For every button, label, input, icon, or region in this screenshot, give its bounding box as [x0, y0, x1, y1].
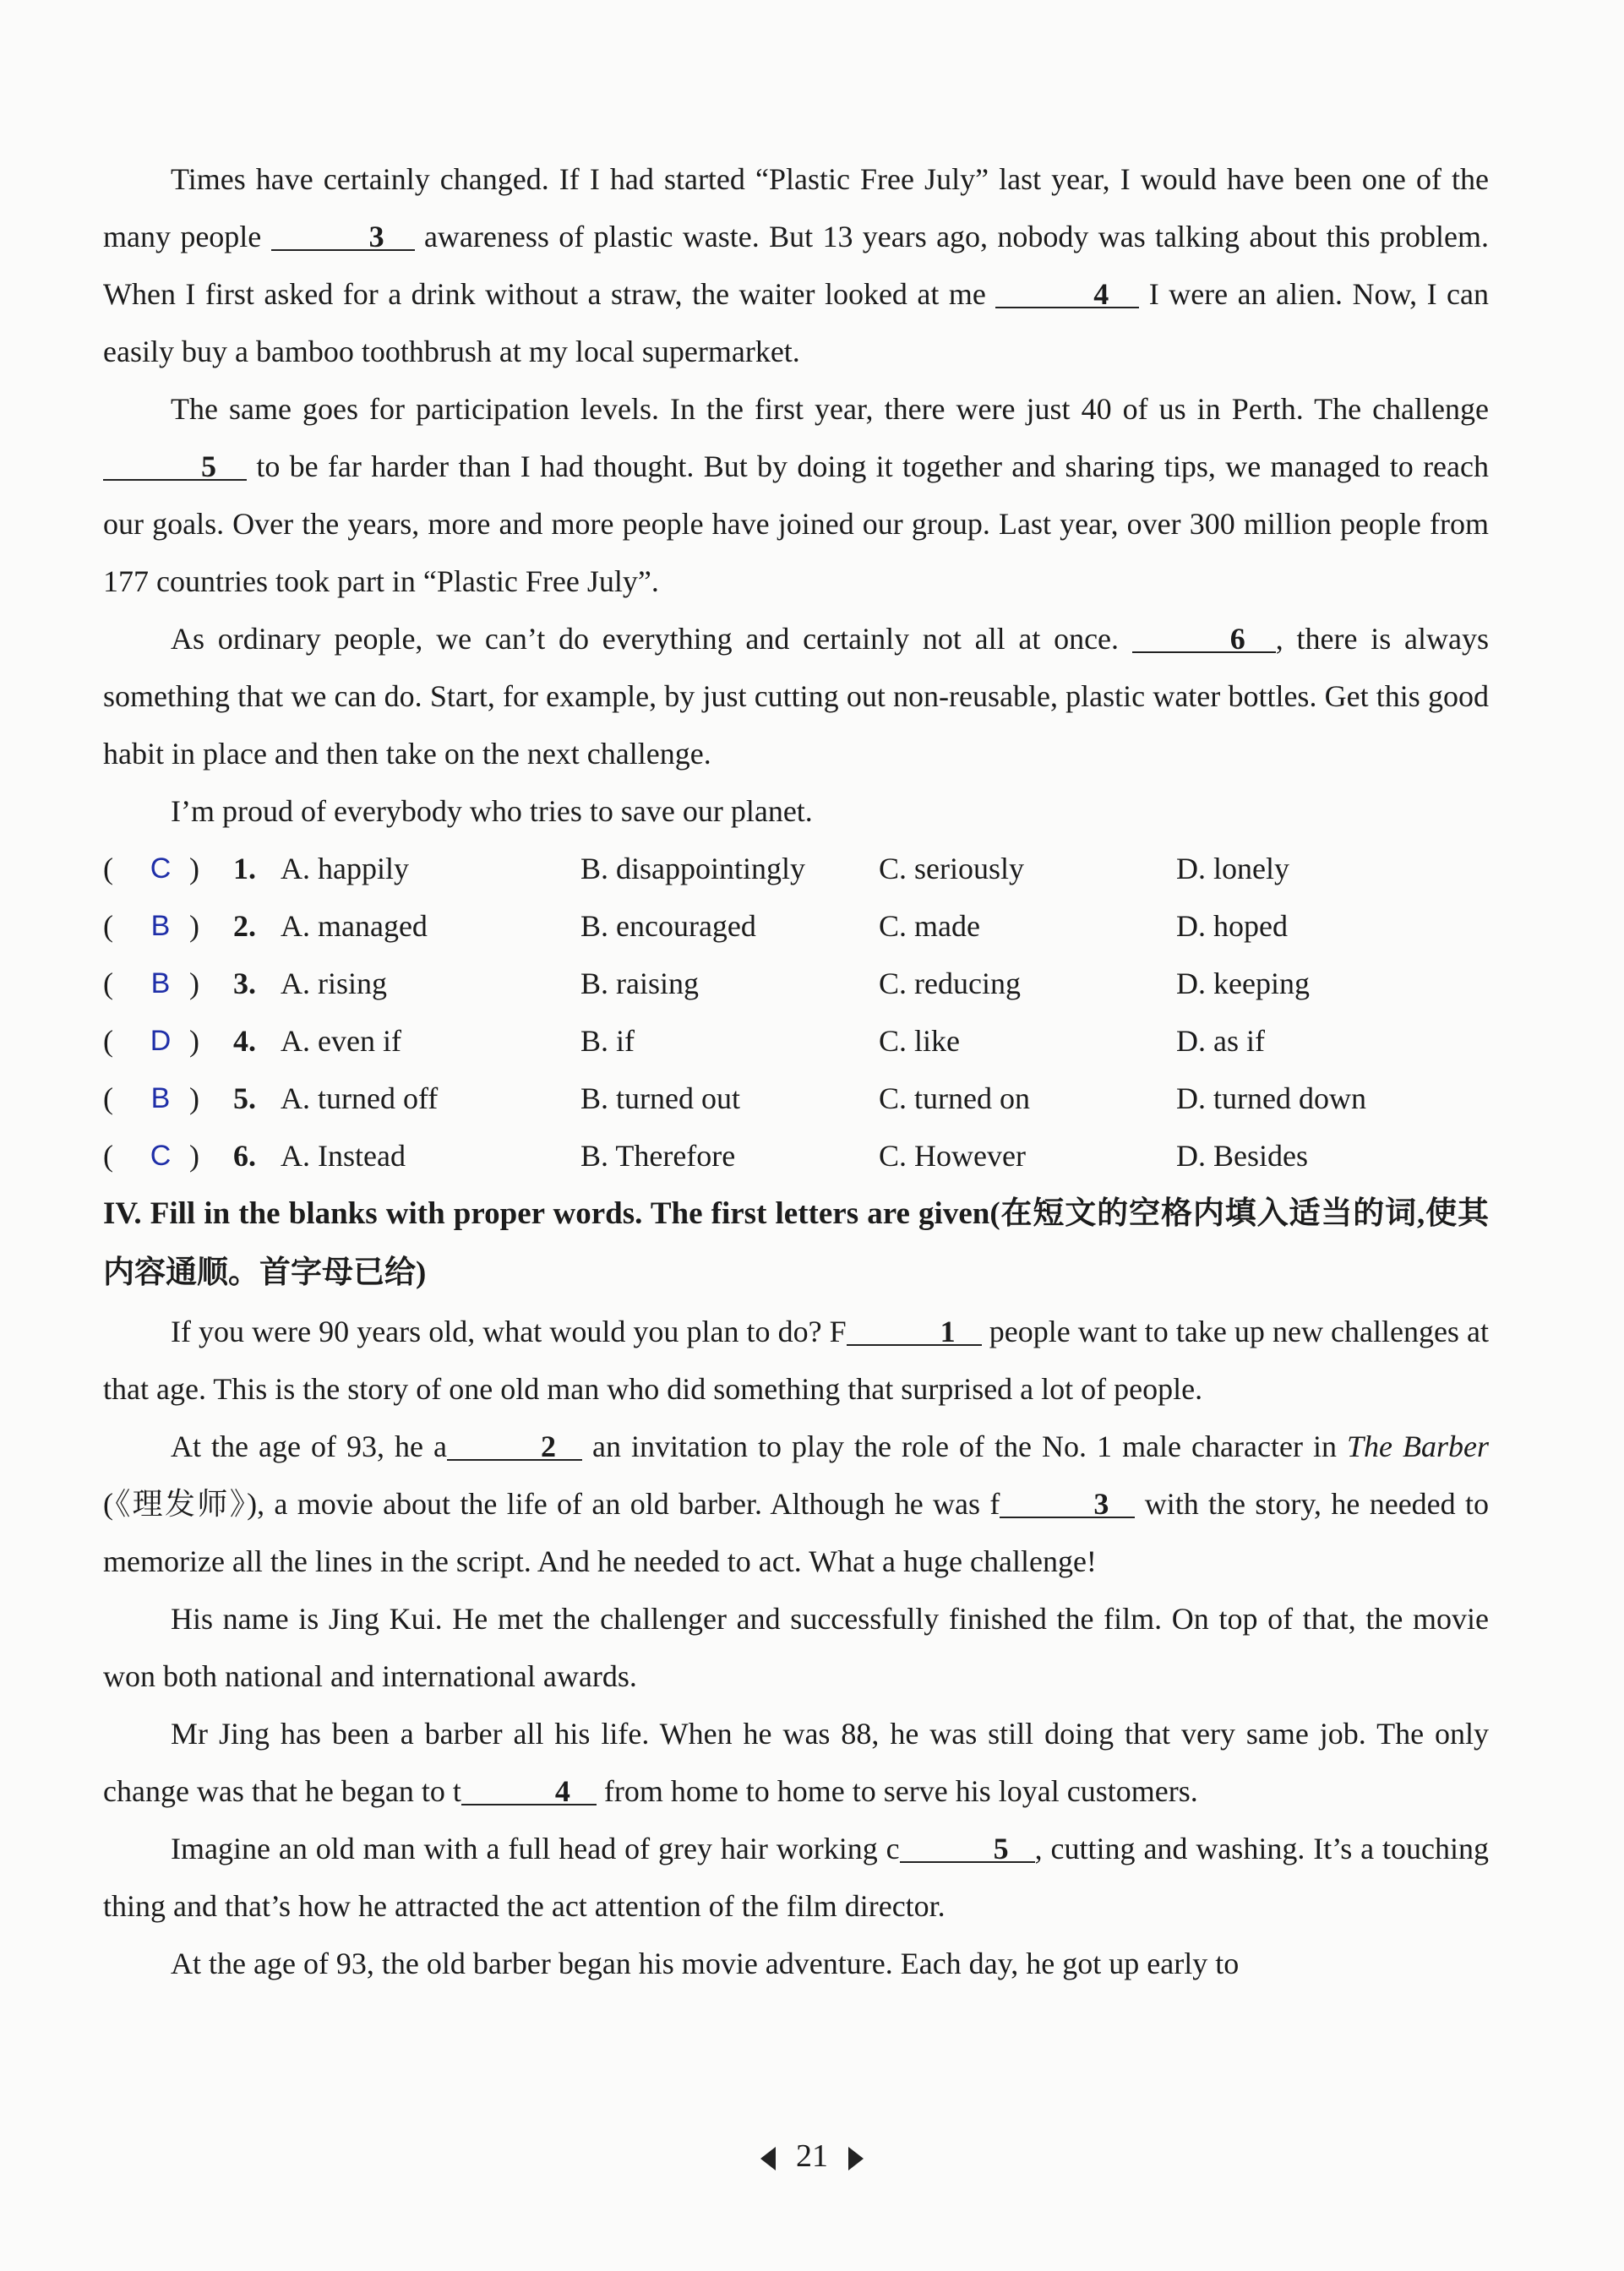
paren-open: ( — [103, 1081, 113, 1115]
text: (《理发师》) — [103, 1487, 258, 1521]
option-a: A. even if — [281, 1024, 401, 1058]
option-b: B. encouraged — [580, 909, 756, 943]
passage1-paragraph-1 — [103, 150, 1489, 380]
question-row — [103, 1070, 1489, 1127]
text: , cutting and washing. It’s a touching thing and that’s how he attracted the act attention of the film director. — [103, 1832, 1490, 1923]
paren-close: ) — [189, 909, 199, 943]
paren-open: ( — [103, 1139, 113, 1173]
option-c: C. made — [879, 909, 980, 943]
question-row — [103, 1012, 1489, 1070]
blank-3: 3 — [1000, 1491, 1135, 1518]
text: Imagine an old man with a full head of grey hair working c — [171, 1832, 900, 1865]
paren-close: ) — [189, 852, 199, 885]
question-number: 4. — [233, 1024, 256, 1058]
page-number: 21 — [796, 2138, 828, 2174]
text: , there is always something that we can do. Start, for example, by just cutting out non-reusable, plastic water bottles. Get this good habit in place and then take on the next challenge. — [103, 622, 1489, 771]
page-footer — [0, 2138, 1624, 2175]
question-options — [103, 840, 1489, 1185]
passage1-paragraph-3 — [103, 610, 1489, 782]
paren-open: ( — [103, 909, 113, 943]
section-heading-cn: (在短文的空格内填入适当的词,使其内容通顺。首字母已给) — [103, 1196, 1489, 1290]
text: an invitation to play the role of the No. 1 male character in — [582, 1430, 1347, 1463]
paren-close: ) — [189, 967, 199, 1000]
question-row — [103, 897, 1489, 955]
passage2-paragraph-3: His name is Jing Kui. He met the challenger and successfully finished the film. On top of that, the movie won both national and international awards. — [103, 1602, 1489, 1693]
handwritten-answer: C — [150, 1140, 172, 1172]
section-heading-en: IV. Fill in the blanks with proper words. The first letters are given — [103, 1196, 990, 1231]
section-heading — [103, 1185, 1489, 1303]
question-row — [103, 1127, 1489, 1185]
passage1-paragraph-2 — [103, 380, 1489, 610]
blank-4: 4 — [461, 1778, 597, 1805]
text: I were an alien. Now, I can easily buy a bamboo toothbrush at my local supermarket. — [103, 277, 1489, 368]
text: to be far harder than I had thought. But by doing it together and sharing tips, we managed to reach our goals. Over the years, more and more people have joined our group. Last year, over 300 million people from 177 countries took part in “Plastic Free July”. — [103, 449, 1489, 598]
option-d: D. as if — [1176, 1024, 1265, 1058]
passage2-paragraph-6: At the age of 93, the old barber began his movie adventure. Each day, he got up early to — [171, 1947, 1240, 1980]
text: If you were 90 years old, what would you plan to do? F — [171, 1315, 847, 1348]
question-number: 3. — [233, 967, 256, 1000]
blank-2: 2 — [447, 1434, 582, 1461]
blank-1: 1 — [847, 1319, 982, 1346]
blank-5: 5 — [900, 1836, 1035, 1863]
option-d: D. turned down — [1176, 1081, 1366, 1115]
question-row — [103, 840, 1489, 897]
paren-open: ( — [103, 1024, 113, 1058]
passage1-paragraph-4: I’m proud of everybody who tries to save our planet. — [171, 794, 813, 828]
question-row — [103, 955, 1489, 1012]
question-number: 1. — [233, 852, 256, 885]
paren-close: ) — [189, 1024, 199, 1058]
text: At the age of 93, he a — [171, 1430, 447, 1463]
option-c: C. However — [879, 1139, 1026, 1173]
option-b: B. if — [580, 1024, 635, 1058]
paren-close: ) — [189, 1139, 199, 1173]
option-d: D. hoped — [1176, 909, 1288, 943]
option-d: D. lonely — [1176, 852, 1289, 885]
paren-open: ( — [103, 852, 113, 885]
handwritten-answer: B — [150, 910, 171, 942]
question-number: 2. — [233, 909, 256, 943]
blank-6: 6 — [1132, 626, 1276, 653]
option-c: C. reducing — [879, 967, 1021, 1000]
text: with the story, he needed to memorize all the lines in the script. And he needed to act. What a huge challenge! — [103, 1487, 1490, 1578]
option-c: C. turned on — [879, 1081, 1030, 1115]
handwritten-answer: C — [150, 852, 172, 885]
blank-3: 3 — [271, 224, 415, 251]
text: people want to take up new challenges at that age. This is the story of one old man who did something that surprised a lot of people. — [103, 1315, 1489, 1406]
option-a: A. rising — [281, 967, 387, 1000]
handwritten-answer: D — [150, 1025, 172, 1057]
question-number: 6. — [233, 1139, 256, 1173]
movie-title: The Barber — [1346, 1430, 1489, 1463]
next-page-arrow-icon — [848, 2147, 864, 2170]
option-a: A. Instead — [281, 1139, 406, 1173]
passage2-paragraph-1 — [103, 1303, 1489, 1418]
text: from home to home to serve his loyal customers. — [596, 1774, 1198, 1808]
option-b: B. Therefore — [580, 1139, 736, 1173]
paren-close: ) — [189, 1081, 199, 1115]
paren-open: ( — [103, 967, 113, 1000]
option-c: C. like — [879, 1024, 960, 1058]
text: Mr Jing has been a barber all his life. When he was 88, he was still doing that very same job. The only change was that he began to t — [103, 1717, 1489, 1808]
text: awareness of plastic waste. But 13 years ago, nobody was talking about this problem. When I first asked for a drink without a straw, the waiter looked at me — [103, 220, 1489, 311]
option-b: B. disappointingly — [580, 852, 806, 885]
handwritten-answer: B — [150, 1082, 171, 1114]
option-a: A. happily — [281, 852, 409, 885]
option-d: D. Besides — [1176, 1139, 1308, 1173]
option-b: B. turned out — [580, 1081, 740, 1115]
passage2-paragraph-2 — [103, 1418, 1489, 1590]
question-number: 5. — [233, 1081, 256, 1115]
text: As ordinary people, we can’t do everything and certainly not all at once. — [171, 622, 1132, 656]
text: , a movie about the life of an old barber. Although he was f — [257, 1487, 1000, 1521]
option-a: A. managed — [281, 909, 428, 943]
blank-5: 5 — [103, 454, 247, 481]
text: The same goes for participation levels. In the first year, there were just 40 of us in Perth. The challenge — [171, 392, 1489, 426]
passage2-paragraph-5 — [103, 1820, 1489, 1935]
previous-page-arrow-icon — [760, 2147, 776, 2170]
option-d: D. keeping — [1176, 967, 1310, 1000]
passage2-paragraph-4 — [103, 1705, 1489, 1820]
page-content — [103, 150, 1489, 1992]
option-b: B. raising — [580, 967, 699, 1000]
text: Times have certainly changed. If I had started “Plastic Free July” last year, I would have been one of the many people — [103, 162, 1489, 253]
option-a: A. turned off — [281, 1081, 439, 1115]
handwritten-answer: B — [150, 967, 171, 999]
option-c: C. seriously — [879, 852, 1025, 885]
blank-4: 4 — [995, 281, 1139, 308]
